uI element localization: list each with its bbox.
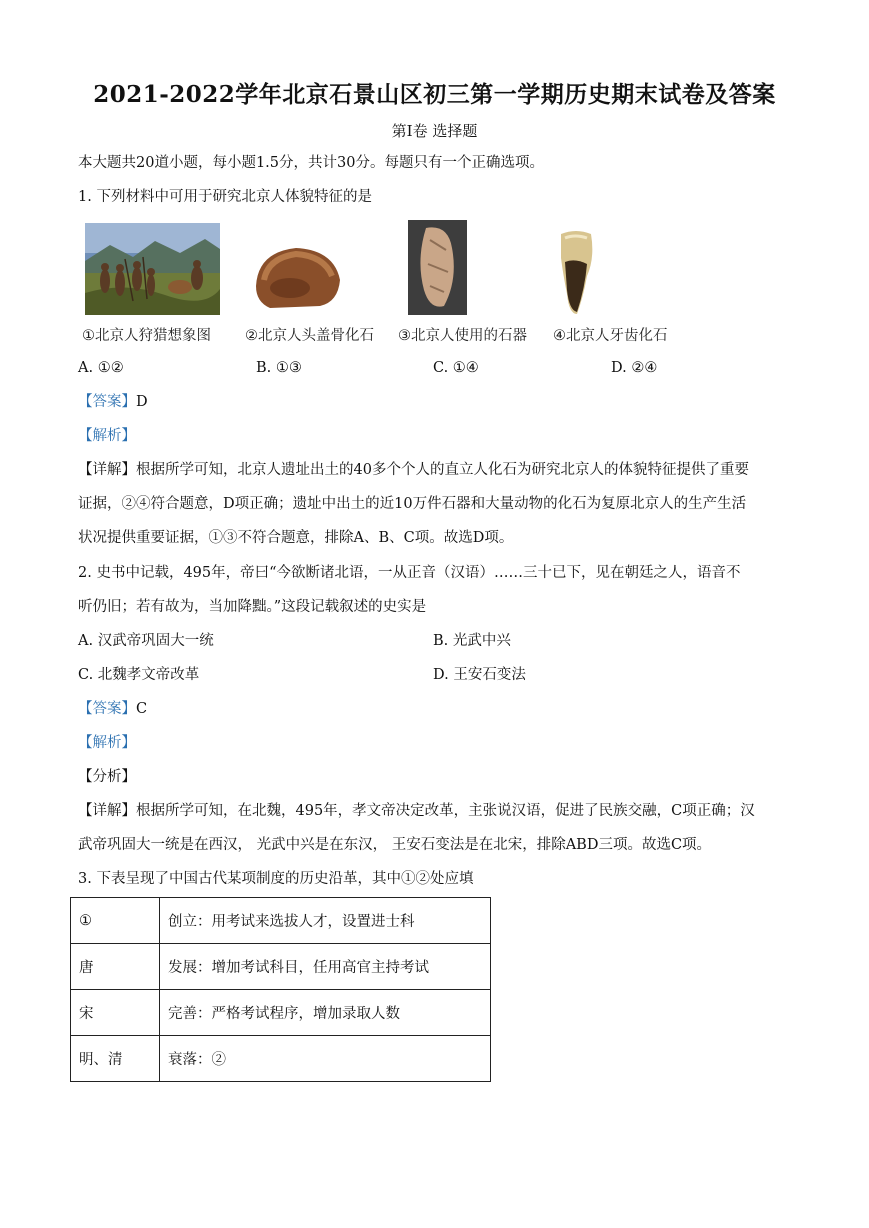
caption-tooth-fossil: ④北京人牙齿化石 <box>553 328 668 344</box>
hunting-scene-image <box>85 223 220 315</box>
q1-option-b: B. ①③ <box>256 360 302 376</box>
instructions: 本大题共20道小题，每小题1.5分，共计30分。每题只有一个正确选项。 <box>78 155 544 171</box>
answer-value: D <box>136 394 148 410</box>
caption-skull-fossil: ②北京人头盖骨化石 <box>245 328 374 344</box>
table-row <box>71 944 491 990</box>
table-cell-period: 唐 <box>71 944 160 990</box>
answer-tag: 【答案】 <box>78 394 136 410</box>
tooth-fossil-image <box>553 228 599 316</box>
q2-detail-line-2: 武帝巩固大一统是在西汉， 光武中兴是在东汉， 王安石变法是在北宋，排除ABD三项。故选C项。 <box>78 837 712 853</box>
detail-text: 根据所学可知，在北魏，495年，孝文帝决定改革，主张说汉语，促进了民族交融，C项正确；汉 <box>136 803 755 819</box>
q1-detail-line-1 <box>78 460 749 480</box>
table-cell-description: 创立：用考试来选拔人才，设置进士科 <box>160 898 491 944</box>
q2-option-c: C. 北魏孝文帝改革 <box>78 667 200 683</box>
table-cell-description: 完善：严格考试程序，增加录取人数 <box>160 990 491 1036</box>
section-title: 第Ⅰ卷 选择题 <box>391 122 478 140</box>
detail-text: 根据所学可知，北京人遗址出土的40多个个人的直立人化石为研究北京人的体貌特征提供了重要 <box>136 462 749 478</box>
stone-tool-image <box>408 220 467 315</box>
q2-option-d: D. 王安石变法 <box>433 667 526 683</box>
table-cell-description: 衰落：② <box>160 1036 491 1082</box>
detail-tag: 【详解】 <box>78 462 136 478</box>
q2-analysis-tag: 【解析】 <box>78 735 136 751</box>
q2-option-b: B. 光武中兴 <box>433 633 511 649</box>
q1-option-d: D. ②④ <box>611 360 658 376</box>
q3-stem: 3. 下表呈现了中国古代某项制度的历史沿革，其中①②处应填 <box>78 871 474 887</box>
q2-stem-line-2: 听仍旧；若有故为，当加降黜。”这段记载叙述的史实是 <box>78 599 427 615</box>
skull-fossil-image <box>250 240 345 315</box>
q2-answer <box>78 699 147 719</box>
q2-stem-line-1: 2. 史书中记载，495年，帝曰“今欲断诸北语，一从正音（汉语）……三十已下，见在朝廷之人，语音不 <box>78 565 741 581</box>
answer-tag: 【答案】 <box>78 701 136 717</box>
q1-analysis-tag: 【解析】 <box>78 428 136 444</box>
q1-answer <box>78 392 148 412</box>
answer-value: C <box>136 701 148 717</box>
q1-option-a: A. ①② <box>78 360 124 376</box>
q1-option-c: C. ①④ <box>433 360 479 376</box>
table-cell-period: 宋 <box>71 990 160 1036</box>
caption-stone-tool: ③北京人使用的石器 <box>398 328 527 344</box>
detail-tag: 【详解】 <box>78 803 136 819</box>
q2-detail-line-1 <box>78 801 755 821</box>
table-cell-description: 发展：增加考试科目，任用高官主持考试 <box>160 944 491 990</box>
table-cell-period: ① <box>71 898 160 944</box>
table-row <box>71 898 491 944</box>
q1-detail-line-3: 状况提供重要证据，①③不符合题意，排除A、B、C项。故选D项。 <box>78 530 514 546</box>
q1-detail-line-2: 证据，②④符合题意，D项正确；遗址中出土的近10万件石器和大量动物的化石为复原北京人的生产生活 <box>78 496 747 512</box>
q3-table <box>70 897 491 1082</box>
page-title: 2021-2022学年北京石景山区初三第一学期历史期末试卷及答案 <box>93 81 776 108</box>
table-row <box>71 990 491 1036</box>
q2-option-a: A. 汉武帝巩固大一统 <box>78 633 214 649</box>
caption-hunting-scene: ①北京人狩猎想象图 <box>82 328 211 344</box>
table-row <box>71 1036 491 1082</box>
table-cell-period: 明、清 <box>71 1036 160 1082</box>
q1-stem: 1. 下列材料中可用于研究北京人体貌特征的是 <box>78 189 372 205</box>
q2-fenxi-tag: 【分析】 <box>78 769 136 785</box>
